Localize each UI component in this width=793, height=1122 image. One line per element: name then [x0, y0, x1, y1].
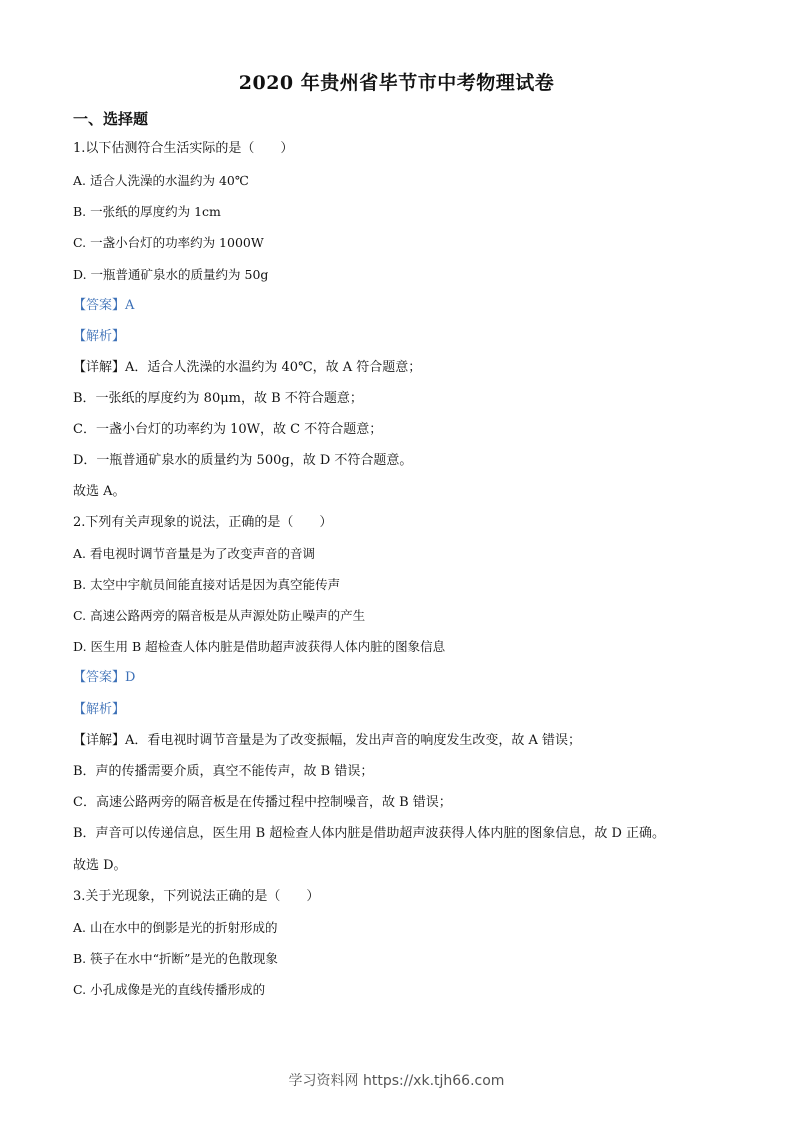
answer-option: C. 高速公路两旁的隔音板是从声源处防止噪声的产生: [73, 608, 366, 623]
explanation-line: B．声的传播需要介质，真空不能传声，故 B 错误；: [73, 764, 374, 779]
explanation-line: 【详解】A．看电视时调节音量是为了改变振幅，发出声音的响度发生改变，故 A 错误；: [73, 733, 582, 748]
answer-option: C. 小孔成像是光的直线传播形成的: [73, 982, 266, 997]
question-stem: 3.关于光现象，下列说法正确的是（ ）: [73, 889, 320, 904]
explanation-line: D．一瓶普通矿泉水的质量约为 500g，故 D 不符合题意。: [73, 453, 413, 468]
answer-option: B. 一张纸的厚度约为 1cm: [73, 204, 221, 219]
answer-tag: 【答案】A: [73, 298, 135, 313]
answer-option: D. 医生用 B 超检查人体内脏是借助超声波获得人体内脏的图象信息: [73, 639, 446, 654]
explanation-line: C．一盏小台灯的功率约为 10W，故 C 不符合题意；: [73, 422, 383, 437]
explanation-line: C．高速公路两旁的隔音板是在传播过程中控制噪音，故 B 错误；: [73, 795, 452, 810]
explanation-line: 故选 A。: [73, 484, 126, 499]
explanation-line: 【详解】A．适合人洗澡的水温约为 40℃，故 A 符合题意；: [73, 360, 422, 375]
answer-option: A. 山在水中的倒影是光的折射形成的: [73, 920, 278, 935]
answer-tag: 【解析】: [73, 702, 126, 717]
explanation-line: 故选 D。: [73, 858, 127, 873]
question-stem: 2.下列有关声现象的说法，正确的是（ ）: [73, 515, 333, 530]
section-heading: 一、选择题: [73, 110, 149, 128]
answer-option: A. 看电视时调节音量是为了改变声音的音调: [73, 546, 315, 561]
answer-tag: 【答案】D: [73, 670, 136, 685]
answer-option: C. 一盏小台灯的功率约为 1000W: [73, 235, 264, 250]
answer-option: B. 太空中宇航员间能直接对话是因为真空能传声: [73, 577, 341, 592]
footer-watermark: 学习资料网 https://xk.tjh66.com: [288, 1073, 505, 1089]
page-title: 2020 年贵州省毕节市中考物理试卷: [238, 72, 555, 94]
question-stem: 1.以下估测符合生活实际的是（ ）: [73, 141, 294, 156]
explanation-line: B．声音可以传递信息，医生用 B 超检查人体内脏是借助超声波获得人体内脏的图象信息，故 D 正确。: [73, 826, 666, 841]
answer-option: D. 一瓶普通矿泉水的质量约为 50g: [73, 267, 269, 282]
answer-tag: 【解析】: [73, 329, 126, 344]
answer-option: A. 适合人洗澡的水温约为 40℃: [73, 173, 249, 188]
answer-option: B. 筷子在水中“折断”是光的色散现象: [73, 951, 278, 966]
explanation-line: B．一张纸的厚度约为 80μm，故 B 不符合题意；: [73, 391, 363, 406]
